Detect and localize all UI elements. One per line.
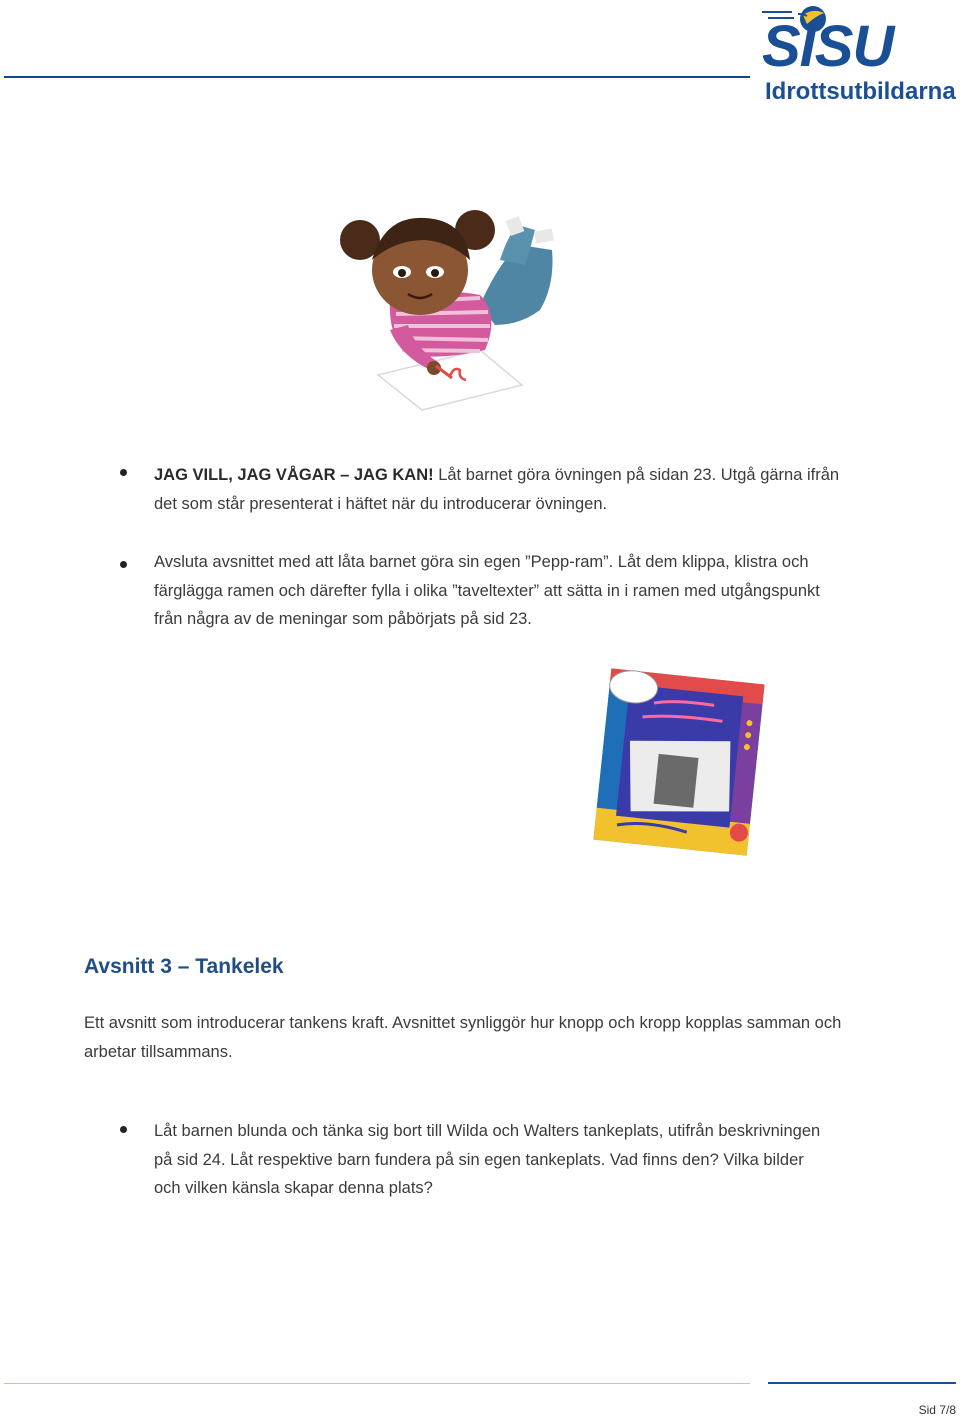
girl-drawing-illustration <box>330 190 580 415</box>
bullet-item-tankeplats: Låt barnen blunda och tänka sig bort till Wilda och Walters tankeplats, utifrån beskrivningen på sid 24. Låt respektive barn fundera på sin egen tankeplats. Vad finns den? Vilka bilder och vilken känsla skapar denna plats? <box>154 1122 821 1197</box>
bullet-marker <box>120 469 127 476</box>
pepp-ram-illustration <box>588 666 770 858</box>
bullet-marker <box>120 561 127 568</box>
logo-word: SISU <box>762 14 894 79</box>
footer-rule-right <box>768 1382 956 1384</box>
page-number: Sid 7/8 <box>918 1403 956 1417</box>
bullet-item-jag-vill <box>154 461 854 518</box>
bullet-bold-lead: JAG VILL, JAG VÅGAR – JAG KAN! <box>154 466 434 484</box>
logo-subtitle: Idrottsutbildarna <box>765 78 956 105</box>
footer-rule-left <box>4 1383 750 1384</box>
section-heading: Avsnitt 3 – Tankelek <box>84 955 284 978</box>
header-rule <box>4 76 750 78</box>
sisu-logo <box>762 2 958 108</box>
bullet-marker <box>120 1126 127 1133</box>
bullet-item-pepp-ram <box>154 548 844 634</box>
bullet-text: Avsluta avsnittet med att låta barnet göra sin egen ”Pepp-ram”. Låt dem klippa, klistra och färglägga ramen och därefter fylla i olika ”taveltexter” att sätta in i ramen med utgångspunkt från några av de meningar som påbörjats på sid 23. <box>154 553 820 628</box>
bullet-text: Låt barnet göra övningen på sidan 23. Utgå gärna ifrån det som står presenterat i häftet när du introducerar övningen. <box>154 466 840 513</box>
section-intro: Ett avsnitt som introducerar tankens kraft. Avsnittet synliggör hur knopp och kropp kopplas samman och arbetar tillsammans. <box>84 1014 842 1061</box>
